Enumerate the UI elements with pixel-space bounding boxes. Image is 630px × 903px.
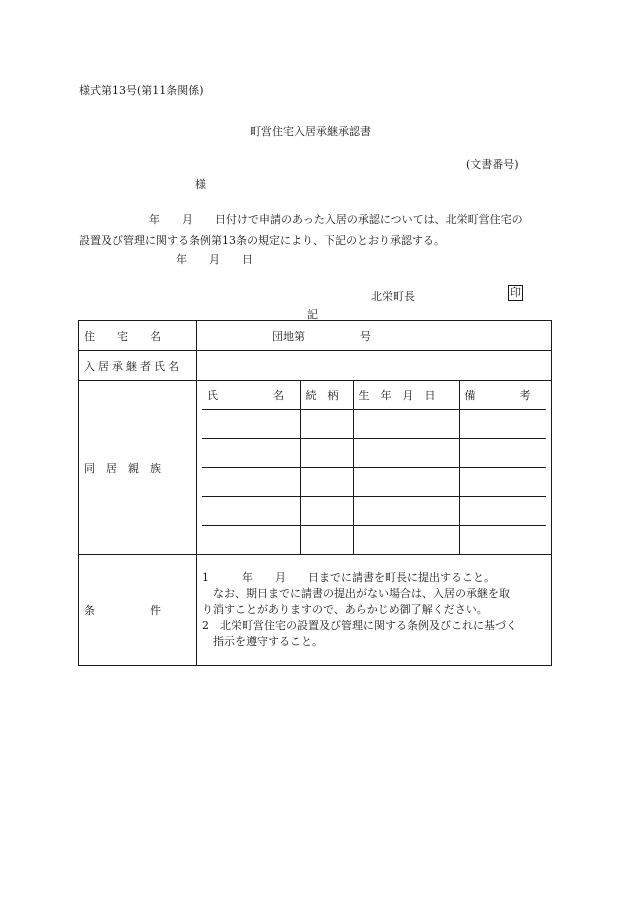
conditions-label-cell: [79, 555, 197, 666]
family-grid-cell: [197, 381, 552, 555]
form-number: 様式第13号(第11条関係): [79, 84, 204, 97]
successor-label-cell: [79, 351, 197, 381]
approval-table: [78, 320, 552, 666]
document-title: 町営住宅入居承継承認書: [250, 125, 371, 138]
housing-name-label-cell: [79, 321, 197, 351]
family-label: 同 居 親 族: [84, 461, 161, 475]
family-grid: [202, 381, 546, 554]
addressee: 様: [195, 178, 206, 191]
successor-row: [79, 351, 552, 381]
seal-icon: 印: [510, 286, 521, 299]
family-header-name: 氏 名: [202, 381, 300, 410]
family-row-4: [202, 497, 546, 526]
family-row-3: [202, 468, 546, 497]
body-line-1-text: 年 月 日付けで申請のあった入居の承認については、北栄町営住宅の: [149, 213, 523, 226]
housing-name-value: 団地第 号: [272, 329, 371, 343]
mayor-title: 北栄町長: [371, 290, 415, 303]
family-row: [79, 381, 552, 555]
date-line: 年 月 日: [176, 253, 253, 266]
family-header-remarks: 備 考: [459, 381, 546, 410]
ki-heading: 記: [307, 308, 318, 321]
family-row-2: [202, 439, 546, 468]
condition-line-2: なお、期日までに請書の提出がない場合は、入居の承継を取: [202, 587, 510, 600]
family-label-cell: [79, 381, 197, 555]
conditions-text-cell: [197, 555, 552, 666]
family-header-birthdate: 生 年 月 日: [353, 381, 459, 410]
condition-line-4: 2 北栄町営住宅の設置及び管理に関する条例及びこれに基づく: [202, 619, 517, 632]
housing-name-value-cell: [197, 321, 552, 351]
body-line-2: 設置及び管理に関する条例第13条の規定により、下記のとおり承認する。: [79, 234, 445, 247]
family-row-1: [202, 410, 546, 439]
condition-line-5: 指示を遵守すること。: [202, 635, 323, 648]
family-header-relation: 続 柄: [300, 381, 353, 410]
family-header-row: [202, 381, 546, 410]
successor-value-cell: [197, 351, 552, 381]
body-line-1: [79, 211, 559, 227]
conditions-row: [79, 555, 552, 666]
successor-label: 入居承継者氏名: [84, 359, 182, 373]
housing-name-row: [79, 321, 552, 351]
condition-line-3: り消すことがありますので、あらかじめ御了解ください。: [202, 603, 488, 616]
document-number: (文書番号): [466, 158, 519, 171]
housing-name-label: 住 宅 名: [84, 329, 161, 343]
conditions-label: 条 件: [84, 604, 161, 617]
family-row-5: [202, 526, 546, 555]
condition-line-1: 1 年 月 日までに請書を町長に提出すること。: [202, 571, 495, 584]
